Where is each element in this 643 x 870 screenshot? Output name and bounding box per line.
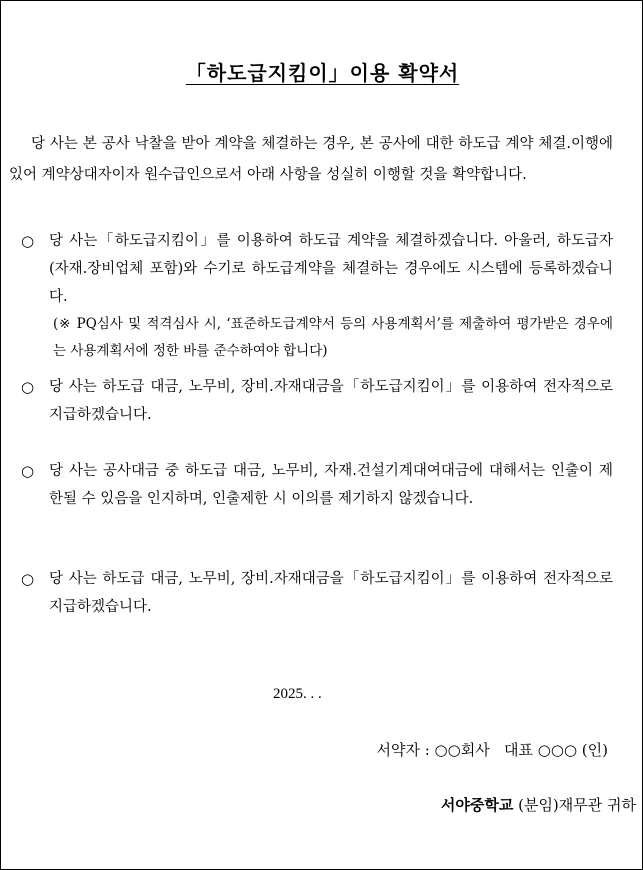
pledge-item-4 bbox=[21, 565, 613, 621]
pledge-item-4-text: 당 사는 하도급 대금, 노무비, 장비.자재대금을「하도급지킴이」를 이용하여 전자적으로 지급하겠습니다. bbox=[49, 571, 613, 615]
pledge-item-2-text: 당 사는 하도급 대금, 노무비, 장비.자재대금을「하도급지킴이」를 이용하여 전자적으로 지급하겠습니다. bbox=[49, 379, 613, 423]
pledge-item-1-note: (※ PQ심사 및 적격심사 시, ‘표준하도급계약서 등의 사용계획서’를 제출하여 평가받은 경우에는 사용계획서에 정한 바를 준수하여야 합니다) bbox=[53, 316, 613, 359]
pledge-item-3 bbox=[21, 457, 613, 513]
intro-paragraph: 당 사는 본 공사 낙찰을 받아 계약을 체결하는 경우, 본 공사에 대한 하도급 계약 체결.이행에 있어 계약상대자이자 원수급인으로서 아래 사항을 성실히 이행할 것을 확약합니다. bbox=[9, 136, 613, 183]
pledge-item-1-text: 당 사는「하도급지킴이」를 이용하여 하도급 계약을 체결하겠습니다. 아울러, 하도급자(자재.장비업체 포함)와 수기로 하도급계약을 체결하는 경우에도 시스템에 등록하겠습니다. bbox=[49, 233, 613, 305]
circle-bullet-icon: ○ bbox=[21, 378, 35, 396]
circle-bullet-icon: ○ bbox=[21, 570, 35, 588]
title-text: 「하도급지킴이」이용 확약서 bbox=[185, 61, 460, 85]
recipient-title: (분임)재무관 귀하 bbox=[513, 796, 636, 814]
circle-bullet-icon: ○ bbox=[21, 462, 35, 480]
document-title bbox=[1, 57, 643, 86]
recipient-school: 서야중학교 bbox=[440, 796, 514, 814]
circle-bullet-icon: ○ bbox=[21, 232, 35, 250]
pledge-date: 2025. . . bbox=[273, 686, 322, 702]
pledge-item-1 bbox=[21, 227, 613, 365]
recipient-line bbox=[441, 794, 636, 815]
pledge-item-3-text: 당 사는 공사대금 중 하도급 대금, 노무비, 자재.건설기계대여대금에 대해서는 인출이 제한될 수 있음을 인지하며, 인출제한 시 이의를 제기하지 않겠습니다. bbox=[49, 463, 613, 507]
signer-line: 서약자 : ○○회사 대표 ○○○ (인) bbox=[376, 741, 608, 759]
pledge-item-2 bbox=[21, 373, 613, 429]
